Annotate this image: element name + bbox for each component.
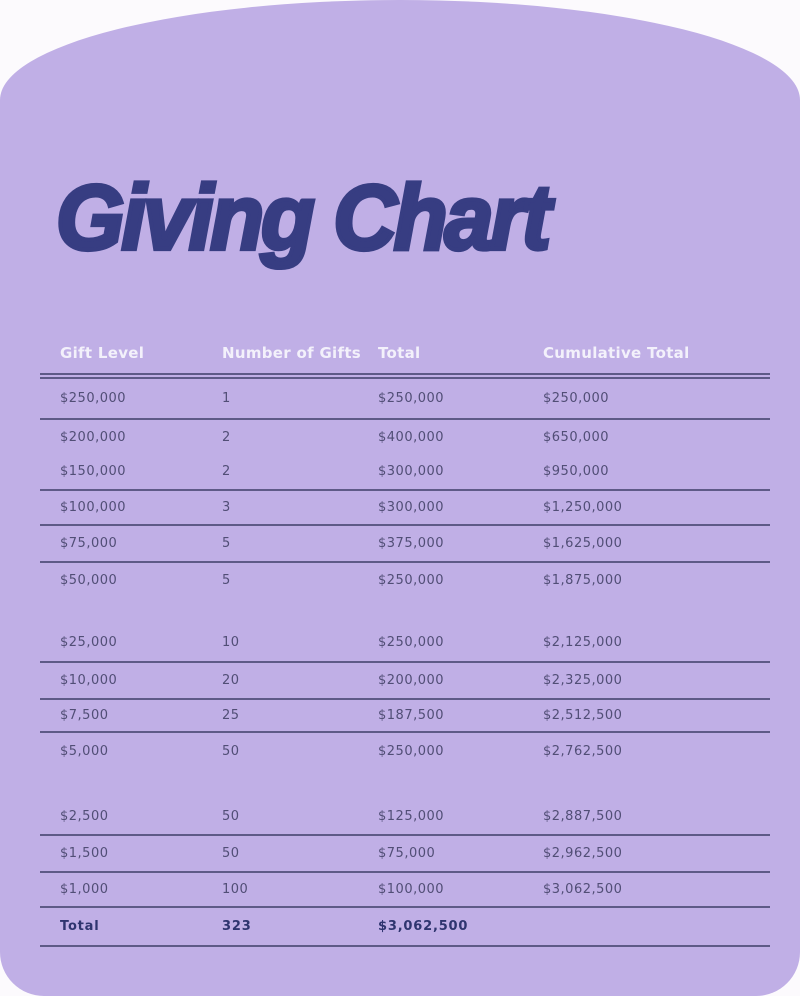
- cell-gift-level: $200,000: [60, 429, 127, 445]
- cell-cumulative-total: $2,512,500: [543, 708, 623, 723]
- table-row: [40, 420, 770, 454]
- table-row: [40, 491, 770, 526]
- cell-total: $75,000: [378, 846, 436, 861]
- cell-number-of-gifts: 50: [222, 846, 240, 861]
- table-row: [40, 663, 770, 700]
- cell-number-of-gifts: 1: [222, 391, 231, 406]
- cell-cumulative-total: $2,887,500: [543, 809, 623, 824]
- table-total-row: [40, 908, 770, 947]
- cell-total: $250,000: [378, 744, 445, 759]
- cell-gift-level: $100,000: [60, 500, 127, 515]
- cell-number-of-gifts: 100: [222, 882, 249, 897]
- giving-table: [40, 332, 770, 947]
- cell-gift-level: $2,500: [60, 809, 109, 824]
- cell-number-of-gifts: 20: [222, 673, 240, 688]
- table-row: [40, 873, 770, 908]
- cell-cumulative-total: $2,962,500: [543, 846, 623, 861]
- cell-number-of-gifts: 50: [222, 809, 240, 824]
- cell-total: $250,000: [378, 573, 445, 588]
- cell-gift-level: $250,000: [60, 391, 127, 406]
- cell-number-of-gifts: 2: [222, 429, 231, 445]
- cell-cumulative-total: $650,000: [543, 429, 610, 445]
- cell-gift-level: $25,000: [60, 635, 118, 650]
- cell-gift-level: $1,500: [60, 846, 109, 861]
- cell-total: $300,000: [378, 500, 445, 515]
- header-gift-level: Gift Level: [60, 343, 145, 362]
- cell-cumulative-total: $3,062,500: [543, 882, 623, 897]
- cell-cumulative-total: $2,762,500: [543, 744, 623, 759]
- cell-total: $250,000: [378, 391, 445, 406]
- cell-number-of-gifts: 2: [222, 464, 231, 479]
- table-row: [40, 836, 770, 873]
- table-row: [40, 563, 770, 624]
- cell-cumulative-total: $950,000: [543, 464, 610, 479]
- cell-total: $400,000: [378, 429, 445, 445]
- table-row: [40, 624, 770, 663]
- table-row: [40, 799, 770, 836]
- cell-total: $250,000: [378, 635, 445, 650]
- cell-total: $100,000: [378, 882, 445, 897]
- cell-total: $187,500: [378, 708, 445, 723]
- cell-total: $125,000: [378, 809, 445, 824]
- table-row: [40, 379, 770, 420]
- table-row: [40, 526, 770, 563]
- cell-number-of-gifts: 5: [222, 536, 231, 551]
- cell-cumulative-total: $1,875,000: [543, 573, 623, 588]
- total-label: Total: [60, 919, 100, 934]
- cell-gift-level: $5,000: [60, 744, 109, 759]
- cell-total: $200,000: [378, 673, 445, 688]
- table-row: [40, 733, 770, 799]
- header-total: Total: [378, 343, 421, 362]
- table-row: [40, 700, 770, 733]
- cell-number-of-gifts: 25: [222, 708, 240, 723]
- total-amount: $3,062,500: [378, 919, 469, 934]
- cell-gift-level: $7,500: [60, 708, 109, 723]
- cell-gift-level: $10,000: [60, 673, 118, 688]
- cell-number-of-gifts: 50: [222, 744, 240, 759]
- table-body: [40, 377, 770, 908]
- page-title: Giving Chart: [56, 165, 549, 269]
- cell-cumulative-total: $250,000: [543, 391, 610, 406]
- table-header-row: [40, 332, 770, 375]
- cell-total: $300,000: [378, 464, 445, 479]
- cell-cumulative-total: $1,625,000: [543, 536, 623, 551]
- cell-gift-level: $1,000: [60, 882, 109, 897]
- cell-cumulative-total: $2,325,000: [543, 673, 623, 688]
- cell-gift-level: $50,000: [60, 573, 118, 588]
- cell-cumulative-total: $1,250,000: [543, 500, 623, 515]
- table-row: [40, 454, 770, 491]
- cell-cumulative-total: $2,125,000: [543, 635, 623, 650]
- cell-number-of-gifts: 5: [222, 573, 231, 588]
- header-number-of-gifts: Number of Gifts: [222, 343, 362, 362]
- header-cumulative-total: Cumulative Total: [543, 343, 690, 362]
- cell-number-of-gifts: 10: [222, 635, 240, 650]
- cell-gift-level: $75,000: [60, 536, 118, 551]
- cell-number-of-gifts: 3: [222, 500, 231, 515]
- total-gifts-count: 323: [222, 919, 252, 934]
- cell-gift-level: $150,000: [60, 464, 127, 479]
- cell-total: $375,000: [378, 536, 445, 551]
